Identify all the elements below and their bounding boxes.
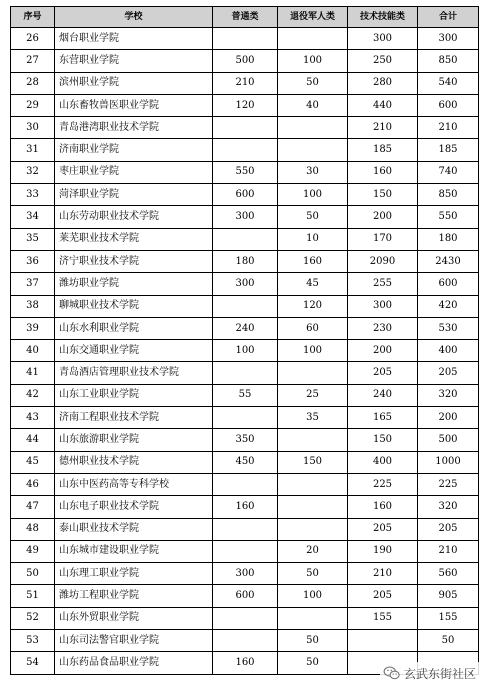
watermark (380, 662, 479, 684)
cell-total: 420 (418, 295, 479, 317)
cell-school: 东营职业学院 (55, 50, 213, 72)
cell-school: 山东电子职业技术学院 (55, 496, 213, 518)
header-veteran: 退役军人类 (278, 7, 348, 28)
cell-technical: 400 (348, 451, 418, 473)
cell-total: 180 (418, 228, 479, 250)
cell-veteran (278, 429, 348, 451)
table-row (11, 184, 479, 206)
cell-technical: 210 (348, 563, 418, 585)
cell-general: 300 (213, 563, 278, 585)
cell-school: 山东水利职业学院 (55, 317, 213, 339)
table-row (11, 28, 479, 50)
cell-school: 德州职业技术学院 (55, 451, 213, 473)
cell-veteran (278, 139, 348, 161)
table-row (11, 206, 479, 228)
cell-total: 320 (418, 384, 479, 406)
cell-technical (348, 630, 418, 652)
cell-school: 山东药品食品职业学院 (55, 652, 213, 674)
cell-index: 28 (11, 72, 55, 94)
cell-veteran: 45 (278, 273, 348, 295)
cell-veteran: 160 (278, 250, 348, 272)
cell-total: 600 (418, 273, 479, 295)
table-row (11, 518, 479, 540)
cell-school: 烟台职业学院 (55, 28, 213, 50)
header-technical: 技术技能类 (348, 7, 418, 28)
header-total: 合计 (418, 7, 479, 28)
cell-technical: 300 (348, 28, 418, 50)
cell-technical: 255 (348, 273, 418, 295)
table-row (11, 139, 479, 161)
cell-index: 37 (11, 273, 55, 295)
cell-general: 600 (213, 585, 278, 607)
cell-total: 300 (418, 28, 479, 50)
cell-index: 32 (11, 161, 55, 183)
table-row (11, 161, 479, 183)
cell-technical: 440 (348, 94, 418, 116)
cell-technical: 160 (348, 161, 418, 183)
cell-index: 47 (11, 496, 55, 518)
cell-index: 52 (11, 607, 55, 629)
table-row (11, 117, 479, 139)
cell-veteran: 100 (278, 585, 348, 607)
cell-total: 210 (418, 117, 479, 139)
cell-school: 泰山职业技术学院 (55, 518, 213, 540)
cell-total: 600 (418, 94, 479, 116)
cell-total: 550 (418, 206, 479, 228)
table-row (11, 50, 479, 72)
cell-school: 山东工业职业学院 (55, 384, 213, 406)
cell-school: 青岛酒店管理职业技术学院 (55, 362, 213, 384)
cell-index: 54 (11, 652, 55, 674)
cell-general: 240 (213, 317, 278, 339)
cell-total: 2430 (418, 250, 479, 272)
cell-index: 49 (11, 540, 55, 562)
table-row (11, 250, 479, 272)
cell-general: 160 (213, 496, 278, 518)
table-row (11, 630, 479, 652)
cell-school: 潍坊工程职业学院 (55, 585, 213, 607)
cell-school: 莱芜职业技术学院 (55, 228, 213, 250)
table-row (11, 340, 479, 362)
table-row (11, 273, 479, 295)
cell-veteran: 50 (278, 72, 348, 94)
cell-veteran (278, 607, 348, 629)
cell-technical: 155 (348, 607, 418, 629)
cell-total: 210 (418, 540, 479, 562)
cell-index: 41 (11, 362, 55, 384)
cell-index: 33 (11, 184, 55, 206)
cell-general: 300 (213, 206, 278, 228)
cell-general (213, 607, 278, 629)
table-row (11, 496, 479, 518)
cell-technical: 2090 (348, 250, 418, 272)
cell-technical: 200 (348, 340, 418, 362)
cell-veteran (278, 496, 348, 518)
table-row (11, 295, 479, 317)
cell-general (213, 540, 278, 562)
cell-general: 550 (213, 161, 278, 183)
cell-technical: 190 (348, 540, 418, 562)
cell-general: 450 (213, 451, 278, 473)
cell-technical: 150 (348, 184, 418, 206)
cell-veteran: 25 (278, 384, 348, 406)
cell-technical: 205 (348, 585, 418, 607)
cell-general (213, 407, 278, 429)
cell-technical: 300 (348, 295, 418, 317)
cell-index: 44 (11, 429, 55, 451)
cell-school: 济南工程职业技术学院 (55, 407, 213, 429)
table-row (11, 540, 479, 562)
cell-general (213, 630, 278, 652)
cell-veteran: 50 (278, 630, 348, 652)
cell-total: 500 (418, 429, 479, 451)
cell-total: 205 (418, 518, 479, 540)
cell-veteran: 50 (278, 652, 348, 674)
cell-general: 210 (213, 72, 278, 94)
table-row (11, 362, 479, 384)
cell-veteran: 60 (278, 317, 348, 339)
cell-veteran: 120 (278, 295, 348, 317)
cell-school: 菏泽职业学院 (55, 184, 213, 206)
cell-general: 55 (213, 384, 278, 406)
cell-technical: 205 (348, 518, 418, 540)
cell-index: 27 (11, 50, 55, 72)
table-row (11, 585, 479, 607)
cell-total: 155 (418, 607, 479, 629)
header-general: 普通类 (213, 7, 278, 28)
cell-school: 山东劳动职业技术学院 (55, 206, 213, 228)
cell-veteran: 35 (278, 407, 348, 429)
cell-school: 济南职业学院 (55, 139, 213, 161)
cell-veteran: 50 (278, 563, 348, 585)
cell-index: 34 (11, 206, 55, 228)
cell-general (213, 228, 278, 250)
cell-school: 山东外贸职业学院 (55, 607, 213, 629)
cell-veteran (278, 518, 348, 540)
cell-general: 350 (213, 429, 278, 451)
cell-general (213, 28, 278, 50)
cell-total: 560 (418, 563, 479, 585)
cell-veteran: 40 (278, 94, 348, 116)
cell-index: 51 (11, 585, 55, 607)
cell-general (213, 117, 278, 139)
cell-school: 山东理工职业学院 (55, 563, 213, 585)
watermark-text: 玄武东街社区 (403, 666, 476, 681)
cell-veteran: 100 (278, 50, 348, 72)
cell-technical: 150 (348, 429, 418, 451)
cell-technical: 250 (348, 50, 418, 72)
table-row (11, 473, 479, 495)
cell-veteran: 150 (278, 451, 348, 473)
cell-general: 600 (213, 184, 278, 206)
cell-school: 山东交通职业学院 (55, 340, 213, 362)
wechat-icon (383, 664, 401, 682)
cell-index: 31 (11, 139, 55, 161)
table-row (11, 429, 479, 451)
header-index: 序号 (11, 7, 55, 28)
header-school: 学校 (55, 7, 213, 28)
cell-total: 740 (418, 161, 479, 183)
enrollment-table (10, 6, 479, 675)
cell-veteran (278, 28, 348, 50)
table-row (11, 94, 479, 116)
cell-technical: 170 (348, 228, 418, 250)
cell-total: 200 (418, 407, 479, 429)
table-row (11, 563, 479, 585)
cell-general: 300 (213, 273, 278, 295)
cell-technical: 160 (348, 496, 418, 518)
cell-general: 160 (213, 652, 278, 674)
cell-technical: 200 (348, 206, 418, 228)
cell-school: 青岛港湾职业技术学院 (55, 117, 213, 139)
table-row (11, 72, 479, 94)
cell-total: 320 (418, 496, 479, 518)
cell-general (213, 139, 278, 161)
cell-total: 225 (418, 473, 479, 495)
cell-general (213, 362, 278, 384)
cell-school: 山东中医药高等专科学校 (55, 473, 213, 495)
cell-index: 38 (11, 295, 55, 317)
cell-general (213, 518, 278, 540)
cell-veteran: 100 (278, 340, 348, 362)
cell-technical: 225 (348, 473, 418, 495)
table-row (11, 228, 479, 250)
cell-total: 540 (418, 72, 479, 94)
cell-index: 46 (11, 473, 55, 495)
cell-total: 905 (418, 585, 479, 607)
cell-index: 43 (11, 407, 55, 429)
cell-index: 30 (11, 117, 55, 139)
cell-technical: 210 (348, 117, 418, 139)
header-row (11, 7, 479, 28)
cell-technical: 185 (348, 139, 418, 161)
cell-school: 山东畜牧兽医职业学院 (55, 94, 213, 116)
cell-technical: 165 (348, 407, 418, 429)
cell-index: 42 (11, 384, 55, 406)
cell-general: 120 (213, 94, 278, 116)
table-row (11, 451, 479, 473)
cell-technical: 230 (348, 317, 418, 339)
cell-veteran: 30 (278, 161, 348, 183)
cell-veteran (278, 473, 348, 495)
cell-technical: 205 (348, 362, 418, 384)
cell-index: 36 (11, 250, 55, 272)
cell-index: 53 (11, 630, 55, 652)
cell-school: 滨州职业学院 (55, 72, 213, 94)
table-body (11, 28, 479, 675)
cell-total: 205 (418, 362, 479, 384)
cell-total: 1000 (418, 451, 479, 473)
cell-general (213, 473, 278, 495)
cell-veteran (278, 117, 348, 139)
cell-school: 济宁职业技术学院 (55, 250, 213, 272)
cell-veteran: 100 (278, 184, 348, 206)
cell-technical: 240 (348, 384, 418, 406)
cell-veteran: 50 (278, 206, 348, 228)
cell-school: 潍坊职业学院 (55, 273, 213, 295)
cell-school: 聊城职业技术学院 (55, 295, 213, 317)
cell-total: 850 (418, 184, 479, 206)
cell-index: 40 (11, 340, 55, 362)
cell-total: 185 (418, 139, 479, 161)
cell-index: 45 (11, 451, 55, 473)
cell-index: 35 (11, 228, 55, 250)
cell-technical: 280 (348, 72, 418, 94)
cell-index: 39 (11, 317, 55, 339)
table-row (11, 607, 479, 629)
cell-index: 48 (11, 518, 55, 540)
table-row (11, 407, 479, 429)
cell-veteran (278, 362, 348, 384)
cell-total: 530 (418, 317, 479, 339)
cell-general: 180 (213, 250, 278, 272)
cell-total: 50 (418, 630, 479, 652)
cell-veteran: 10 (278, 228, 348, 250)
cell-school: 山东旅游职业学院 (55, 429, 213, 451)
cell-general (213, 295, 278, 317)
cell-total: 850 (418, 50, 479, 72)
cell-general: 100 (213, 340, 278, 362)
cell-veteran: 20 (278, 540, 348, 562)
table-row (11, 317, 479, 339)
cell-general: 500 (213, 50, 278, 72)
cell-total: 400 (418, 340, 479, 362)
cell-school: 山东城市建设职业学院 (55, 540, 213, 562)
table-row (11, 384, 479, 406)
cell-index: 26 (11, 28, 55, 50)
cell-school: 枣庄职业学院 (55, 161, 213, 183)
cell-index: 29 (11, 94, 55, 116)
cell-school: 山东司法警官职业学院 (55, 630, 213, 652)
cell-index: 50 (11, 563, 55, 585)
